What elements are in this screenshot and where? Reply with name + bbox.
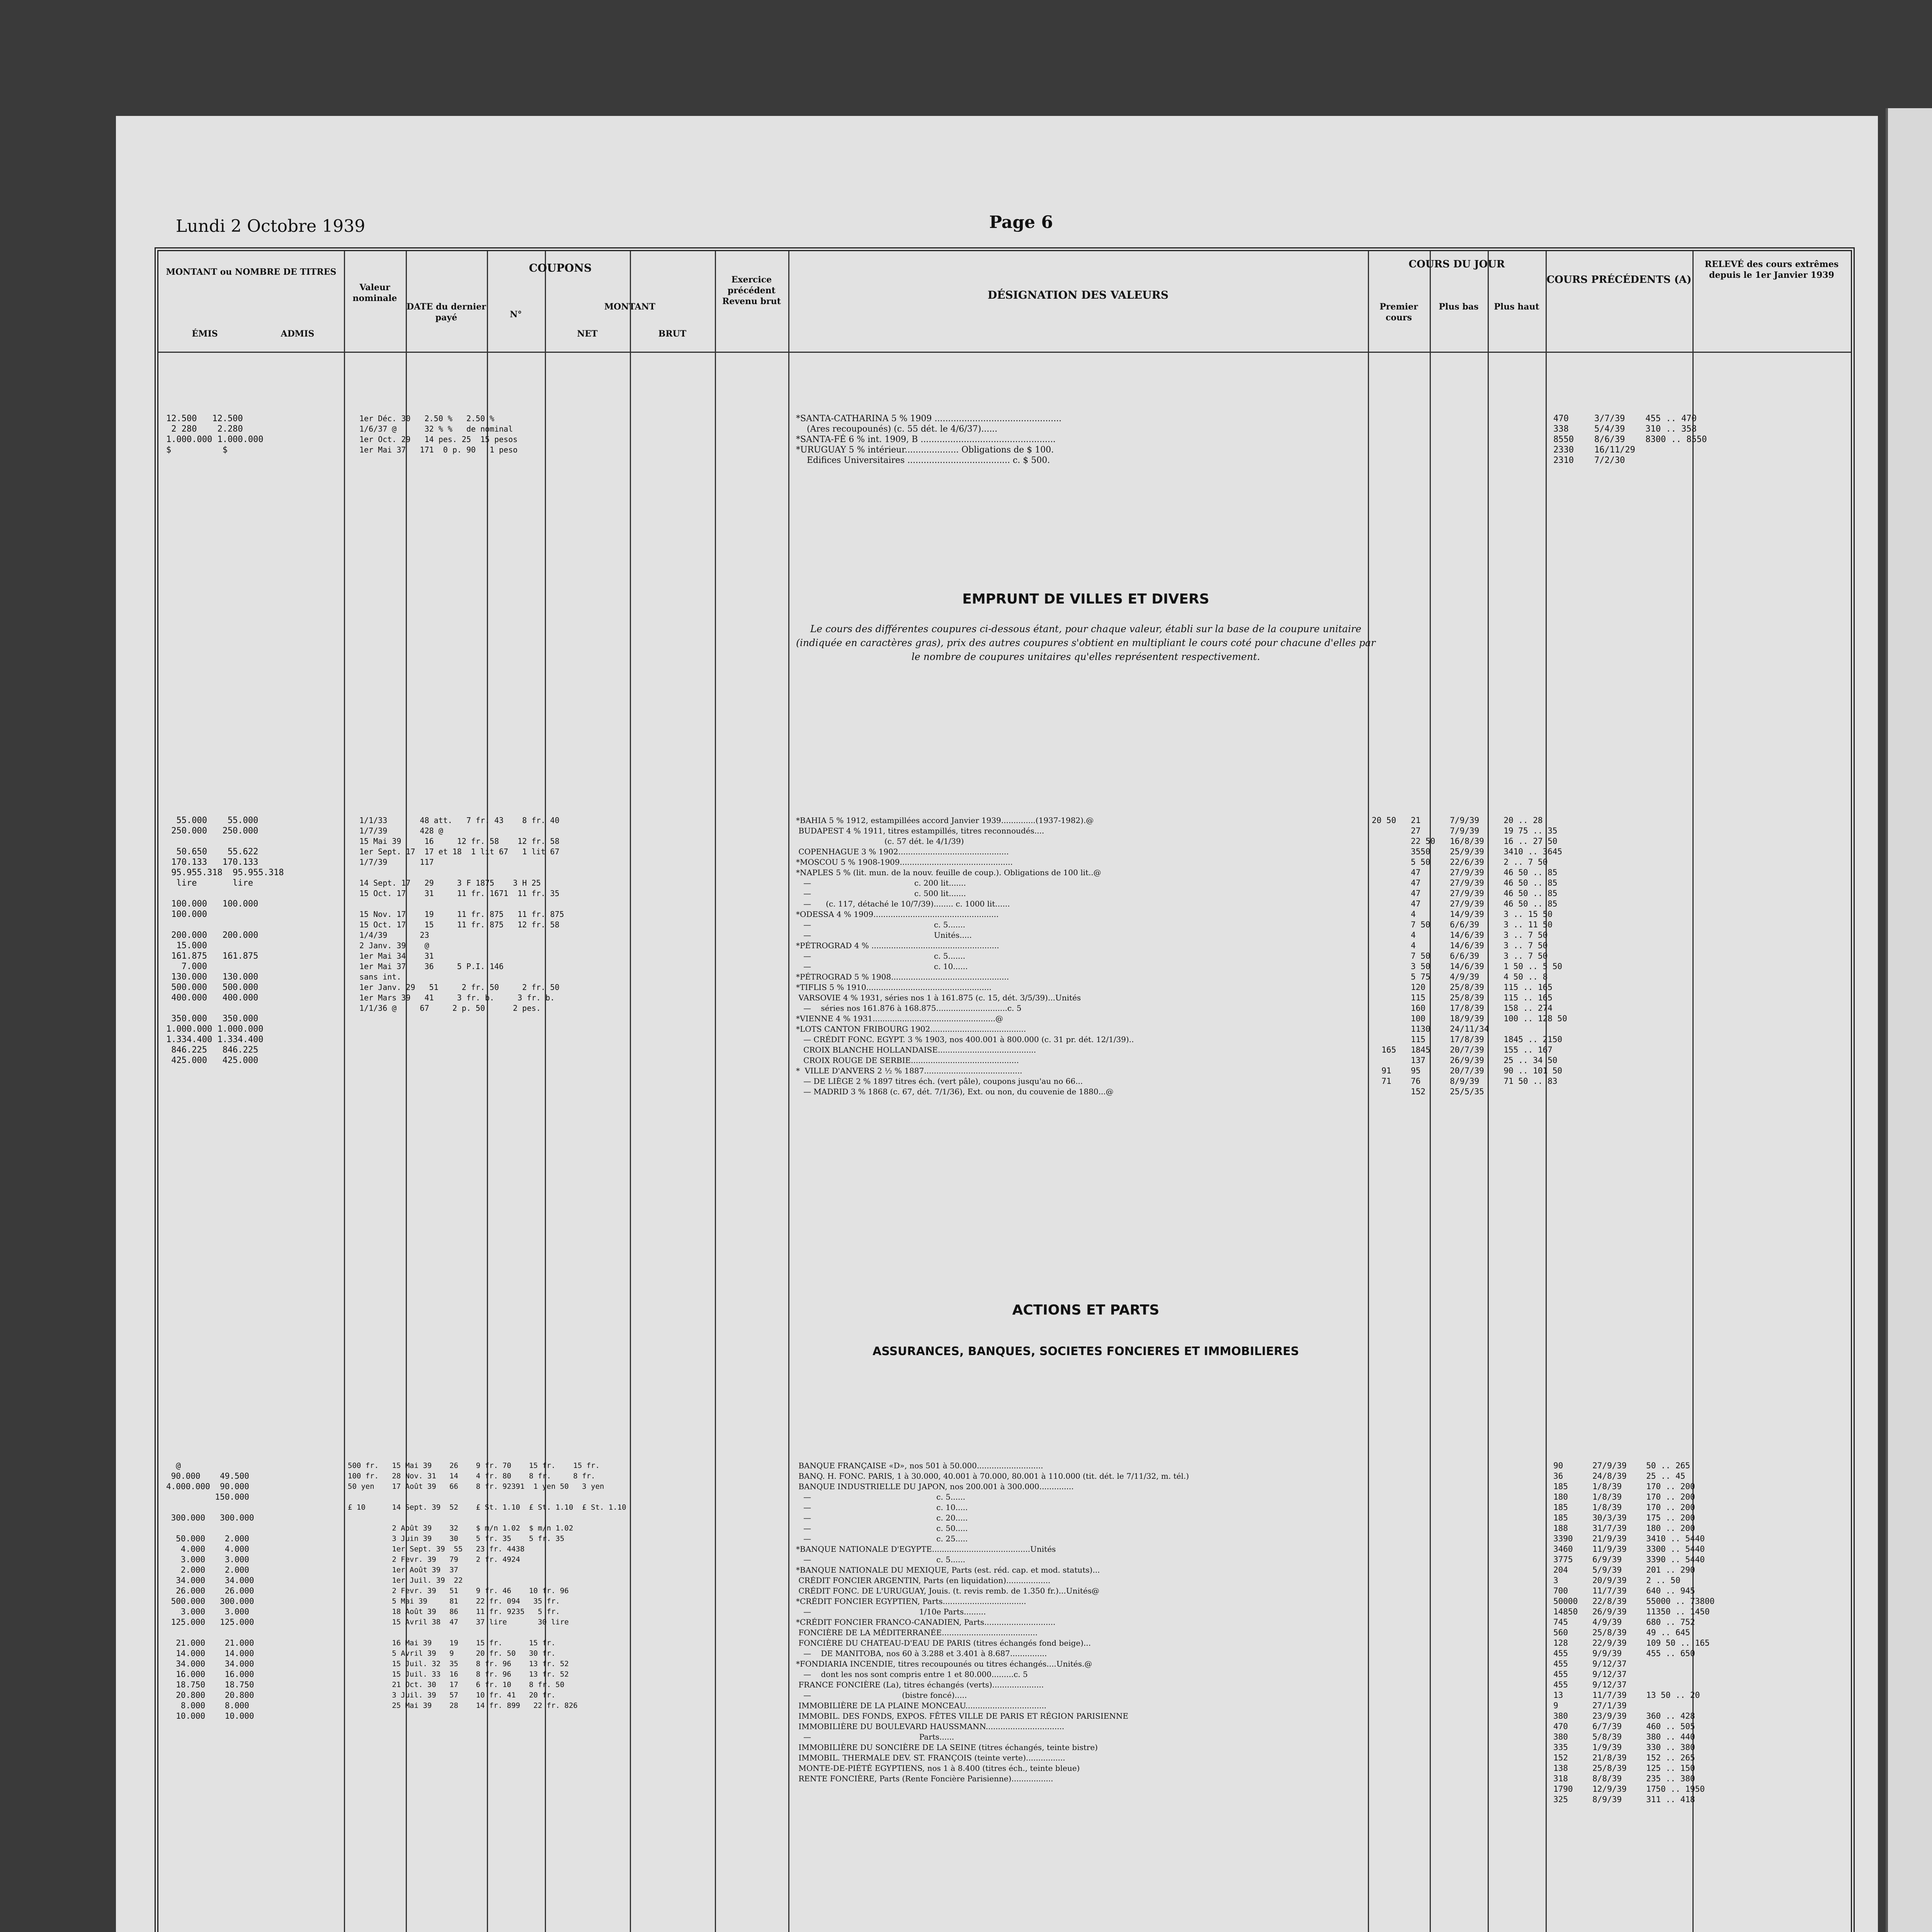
col-net: NET	[577, 329, 598, 339]
col-date: DATE du dernier payé	[406, 302, 486, 323]
col-emis: ÉMIS	[192, 329, 218, 339]
designation-block: *BAHIA 5 % 1912, estampillées accord Janvier 1939..............(1937-1982).@ BUDAPEST 4 % 1911, titres estampillés, titres reconnoudés.... (c. 57 dét. le 4/1/39) COPENHAGUE 3 % 1902............................................. *MOSCOU 5 % 1908-1909.............................................. *NAPLES 5 % (lit. mun. de la nouv. feuille de coup.). Obligations de 100 lit..@ — c. 200 lit....... — c. 500 lit....... — (c. 117, détaché le 10/7/39)........ c. 1000 lit...... *ODESSA 4 % 1909................................................... — c. 5....... — Unités..... *PÉTROGRAD 4 % .................................................... — c. 5....... — c. 10...... *PÉTROGRAD 5 % 1908................................................ *TIFLIS 5 % 1910................................................... VARSOVIE 4 % 1931, séries nos 1 à 161.875 (c. 15, dét. 3/5/39)...Unités — séries nos 161.876 à 168.875.............................c. 5 *VIENNE 4 % 1931..................................................@ *LOTS CANTON FRIBOURG 1902....................................... — CRÉDIT FONC. EGYPT. 3 % 1903, nos 400.001 à 800.000 (c. 31 pr. dét. 12/1/39).. CROIX BLANCHE HOLLANDAISE........................................ CROIX ROUGE DE SERBIE............................................ * VILLE D'ANVERS 2 ½ % 1887........................................ — DE LIÈGE 2 % 1897 titres éch. (vert pâle), coupons jusqu'au no 66... — MADRID 3 % 1868 (c. 67, dét. 7/1/36), Ext. ou non, du couvenie de 1880...@	[796, 816, 1134, 1096]
rule	[1368, 251, 1369, 1932]
col-brut: BRUT	[658, 329, 687, 339]
rule	[344, 251, 345, 1932]
section-title-assurances: ASSURANCES, BANQUES, SOCIETES FONCIERES ET IMMOBILIERES	[872, 1345, 1299, 1358]
coupons-block: 500 fr. 15 Mai 39 26 9 fr. 70 15 fr. 15 fr. 100 fr. 28 Nov. 31 14 4 fr. 80 8 fr. 8 fr. 50 yen 17 Août 39 66 8 fr. 92391 1 yen 50 3 yen £ 10 14 Sept. 39 52 £ St. 1.10 £ St. 1.10 £ St. 1.10 2 Août 39 32 $ m/n 1.02 $ m/n 1.02 3 Juin 39 30 5 fr. 35 5 fr. 35 1er Sept. 39 55 23 fr. 4438 2 Fevr. 39 79 2 fr. 4924 1er Août 39 37 1er Juil. 39 22 2 Fevr. 39 51 9 fr. 46 10 fr. 96 5 Mai 39 81 22 fr. 094 35 fr. 18 Août 39 86 11 fr. 9235 5 fr. 15 Avril 38 47 37 lire 30 lire 16 Mai 39 19 15 fr. 15 fr. 5 Avril 39 9 20 fr. 50 30 fr. 15 Juil. 32 35 8 fr. 96 13 fr. 52 15 Juil. 33 16 8 fr. 96 13 fr. 52 21 Oct. 30 17 6 fr. 10 8 fr. 50 3 Juil. 39 57 10 fr. 41 20 fr. 25 Mai 39 28 14 fr. 899 22 fr. 826	[348, 1461, 626, 1710]
col-releve: RELEVÉ des cours extrêmes depuis le 1er Janvier 1939	[1704, 259, 1839, 280]
quotation-table	[155, 247, 1855, 1932]
prices-block: 470 3/7/39 455 .. 470 338 5/4/39 310 .. 358 8550 8/6/39 8300 .. 8550 2330 16/11/29 2310 7/2/30	[1553, 414, 1707, 465]
prices-block: 20 50 21 7/9/39 20 .. 28 27 7/9/39 19 75 .. 35 22 50 16/8/39 16 .. 27 50 3550 25/9/39 3410 .. 3645 5 50 22/6/39 2 .. 7 50 47 27/9/39 46 50 .. 85 47 27/9/39 46 50 .. 85 47 27/9/39 46 50 .. 85 47 27/9/39 46 50 .. 85 4 14/9/39 3 .. 15 50 7 50 6/6/39 3 .. 11 50 4 14/6/39 3 .. 7 50 4 14/6/39 3 .. 7 50 7 50 6/6/39 3 .. 7 50 3 50 14/6/39 1 50 .. 5 50 5 75 4/9/39 4 50 .. 8 120 25/8/39 115 .. 165 115 25/8/39 115 .. 165 160 17/8/39 158 .. 274 100 18/9/39 100 .. 128 50 1130 24/11/34 115 17/8/39 1845 .. 2150 165 1845 20/7/39 155 .. 167 137 26/9/39 25 .. 34 50 91 95 20/7/39 90 .. 101 50 71 76 8/9/39 71 50 .. 83 152 25/5/35	[1372, 816, 1567, 1096]
col-premier: Premier cours	[1379, 302, 1418, 323]
rule	[788, 251, 789, 1932]
prices-block: 90 27/9/39 50 .. 265 36 24/8/39 25 .. 45 185 1/8/39 170 .. 200 180 1/8/39 170 .. 200 185 1/8/39 170 .. 200 185 30/3/39 175 .. 200 188 31/7/39 180 .. 200 3390 21/9/39 3410 .. 5440 3460 11/9/39 3300 .. 5440 3775 6/9/39 3390 .. 5440 204 5/9/39 201 .. 290 3 20/9/39 2 .. 50 700 11/7/39 640 .. 945 50000 22/8/39 55000 .. 73800 14850 26/9/39 11350 .. 1450 745 4/9/39 680 .. 752 560 25/8/39 49 .. 645 128 22/9/39 109 50 .. 165 455 9/9/39 455 .. 650 455 9/12/37 455 9/12/37 455 9/12/37 13 11/7/39 13 50 .. 20 9 27/1/39 380 23/9/39 360 .. 428 470 6/7/39 460 .. 505 380 5/8/39 380 .. 440 335 1/9/39 330 .. 380 152 21/8/39 152 .. 265 138 25/8/39 125 .. 150 318 8/8/39 235 .. 380 1790 12/9/39 1750 .. 1950 325 8/9/39 311 .. 418	[1553, 1461, 1715, 1804]
section-title-villes: EMPRUNT DE VILLES ET DIVERS	[962, 591, 1209, 607]
col-plus-haut: Plus haut	[1494, 302, 1539, 312]
rule	[715, 251, 716, 1932]
page-date: Lundi 2 Octobre 1939	[176, 216, 366, 236]
designation-block: *SANTA-CATHARINA 5 % 1909 ............................................... (Ares recoupounés) (c. 55 dét. le 4/6/37)...... *SANTA-FÉ 6 % int. 1909, B .................................................. *URUGUAY 5 % intérieur.................... Obligations de $ 100. Edifices Universitaires ...................................... c. $ 500.	[796, 414, 1062, 465]
page-number: Page 6	[989, 213, 1053, 232]
col-montant: MONTANT ou NOMBRE DE TITRES	[166, 267, 337, 277]
coupons-block: 1er Déc. 30 2.50 % 2.50 % 1/6/37 @ 32 % % de nominal 1er Oct. 29 14 pes. 25 15 pesos 1er Mai 37 171 0 p. 90 1 peso	[359, 414, 518, 454]
col-numero: N°	[510, 310, 522, 320]
designation-block: BANQUE FRANÇAISE «D», nos 501 à 50.000........................... BANQ. H. FONC. PARIS, 1 à 30.000, 40.001 à 70.000, 80.001 à 110.000 (tit. dét. le 7/11/32, m. tél.) BANQUE INDUSTRIELLE DU JAPON, nos 200.001 à 300.000.............. — c. 5...... — c. 10..... — c. 20..... — c. 50..... — c. 25..... *BANQUE NATIONALE D'EGYPTE........................................Unités — c. 5...... *BANQUE NATIONALE DU MEXIQUE, Parts (est. réd. cap. et mod. statuts)... CRÉDIT FONCIER ARGENTIN, Parts (en liquidation).................. CRÉDIT FONC. DE L'URUGUAY, Jouis. (t. revis remb. de 1.350 fr.)...Unités@ *CRÉDIT FONCIER EGYPTIEN, Parts.................................. — 1/10e Parts......... *CRÉDIT FONCIER FRANCO-CANADIEN, Parts............................. FONCIÈRE DE LA MÉDITERRANÉE....................................... FONCIÈRE DU CHATEAU-D'EAU DE PARIS (titres échangés fond beige)... — DE MANITOBA, nos 60 à 3.288 et 3.401 à 8.687............... *FONDIARIA INCENDIE, titres recoupounés ou titres échangés....Unités.@ — dont les nos sont compris entre 1 et 80.000.........c. 5 FRANCE FONCIÈRE (La), titres échangés (verts)..................... — (bistre foncé)..... IMMOBILIÈRE DE LA PLAINE MONCEAU................................. IMMOBIL. DES FONDS, EXPOS. FÊTES VILLE DE PARIS ET RÉGION PARISIENNE IMMOBILIÈRE DU BOULEVARD HAUSSMANN................................ — Parts...... IMMOBILIÈRE DU SONCIÈRE DE LA SEINE (titres échangés, teinte bistre) IMMOBIL. THERMALE DEV. ST. FRANÇOIS (teinte verte)................ MONTE-DE-PIÉTÉ EGYPTIENS, nos 1 à 8.400 (titres éch., teinte bleue) RENTE FONCIÈRE, Parts (Rente Foncière Parisienne).................	[796, 1461, 1189, 1783]
col-montant-coupon: MONTANT	[604, 302, 656, 312]
col-admis: ADMIS	[281, 329, 315, 339]
col-coupons: COUPONS	[529, 262, 592, 274]
section-title-actions: ACTIONS ET PARTS	[1012, 1302, 1160, 1318]
amounts-block: @ 90.000 49.500 4.000.000 90.000 150.000 300.000 300.000 50.000 2.000 4.000 4.000 3.000 3.000 2.000 2.000 34.000 34.000 26.000 26.000 500.000 300.000 3.000 3.000 125.000 125.000 21.000 21.000 14.000 14.000 34.000 34.000 16.000 16.000 18.750 18.750 20.800 20.800 8.000 8.000 10.000 10.000	[166, 1461, 254, 1721]
col-plus-bas: Plus bas	[1439, 302, 1479, 312]
amounts-block: 55.000 55.000 250.000 250.000 50.650 55.622 170.133 170.133 95.955.318 95.955.318 lire lire 100.000 100.000 100.000 200.000 200.000 15.000 161.875 161.875 7.000 130.000 130.000 500.000 500.000 400.000 400.000 350.000 350.000 1.000.000 1.000.000 1.334.400 1.334.400 846.225 846.225 425.000 425.000	[166, 816, 284, 1065]
col-cours-du-jour: COURS DU JOUR	[1408, 259, 1505, 270]
col-designation: DÉSIGNATION DES VALEURS	[987, 289, 1169, 301]
section-note: Le cours des différentes coupures ci-dessous étant, pour chaque valeur, établi sur la base de la coupure unitaire (indiquée en caractères gras), prix des autres coupures s'obtient en multipliant le cours coté pour chacune d'elles par le nombre de coupures unitaires qu'elles représentent respectivement.	[796, 623, 1376, 662]
rule	[158, 352, 1851, 353]
amounts-block: 12.500 12.500 2 280 2.280 1.000.000 1.000.000 $ $	[166, 414, 264, 455]
col-exercice: Exercice précédent Revenu brut	[722, 275, 781, 306]
rule	[630, 251, 631, 1932]
adjacent-page-edge	[1886, 108, 1932, 1932]
col-precedents: COURS PRÉCÉDENTS (A)	[1546, 274, 1692, 286]
coupons-block: 1/1/33 48 att. 7 fr. 43 8 fr. 40 1/7/39 428 @ 15 Mai 39 16 12 fr. 58 12 fr. 58 1er Sept. 17 17 et 18 1 lit 67 1 lit 67 1/7/39 117 14 Sept. 17 29 3 F 1875 3 H 25 15 Oct. 17 31 11 fr. 1671 11 fr. 35 15 Nov. 17 19 11 fr. 875 11 fr. 875 15 Oct. 17 15 11 fr. 875 12 fr. 58 1/4/39 23 2 Janv. 39 @ 1er Mai 34 31 1er Mai 37 36 5 P.I. 146 sans int. 1er Janv. 29 51 2 fr. 50 2 fr. 50 1er Mars 39 41 3 fr. b. 3 fr. b. 1/1/36 @ 67 2 p. 50 2 pes.	[359, 816, 564, 1013]
col-valeur: Valeur nominale	[352, 282, 397, 303]
